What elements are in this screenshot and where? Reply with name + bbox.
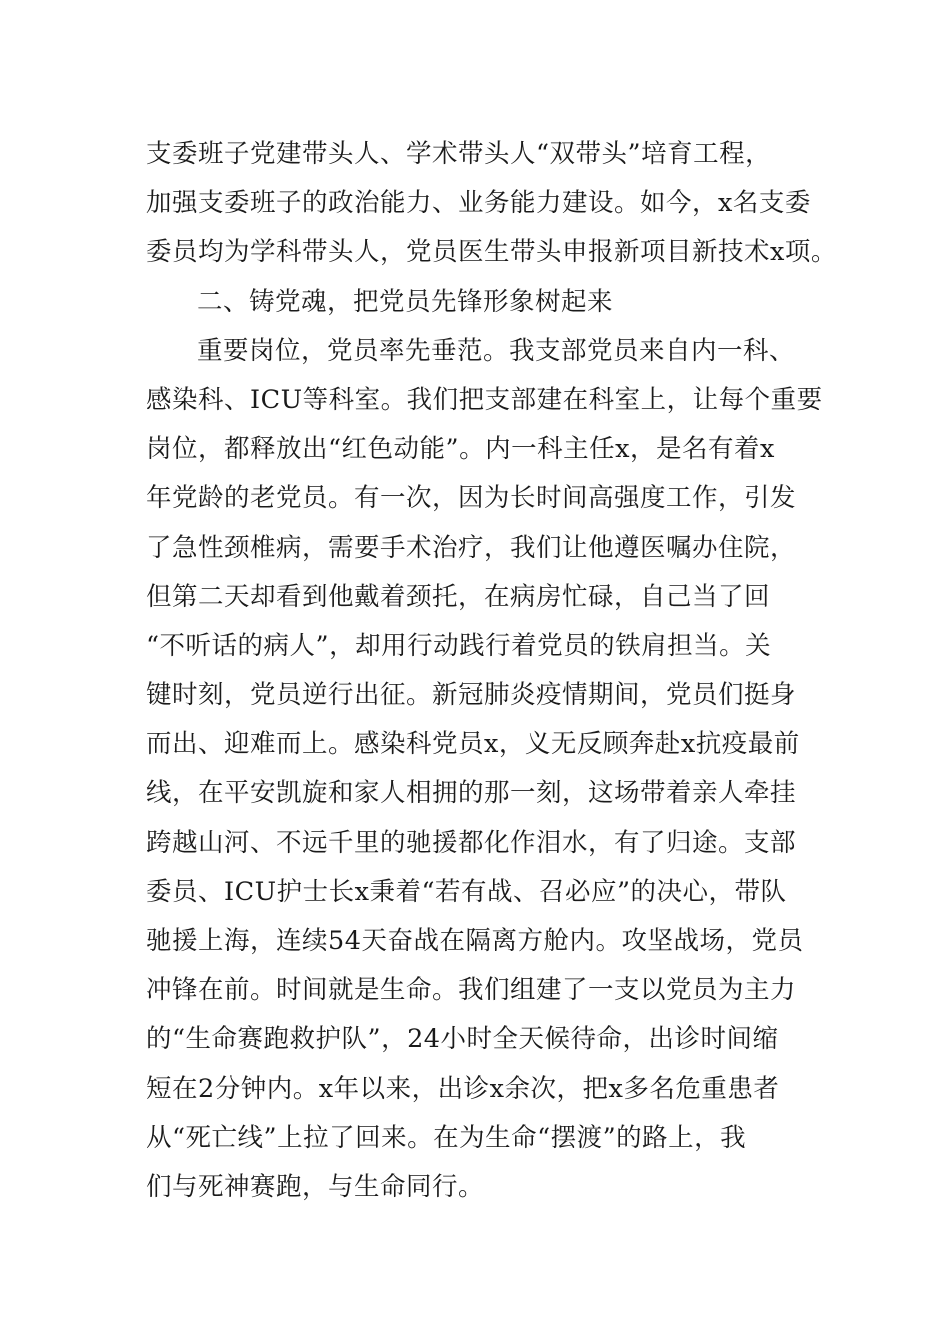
paragraph-line-21: 从“死亡线”上拉了回来。在为生命“摆渡”的路上，我 <box>146 1122 747 1153</box>
paragraph-line-12: 键时刻，党员逆行出征。新冠肺炎疫情期间，党员们挺身 <box>146 680 797 711</box>
paragraph-line-7: 岗位，都释放出“红色动能”。内一科主任x，是名有着x <box>146 434 775 465</box>
paragraph-line-1: 支委班子党建带头人、学术带头人“双带头”培育工程， <box>146 139 772 169</box>
paragraph-line-3: 委员均为学科带头人，党员医生带头申报新项目新技术x项。 <box>146 237 837 268</box>
paragraph-line-2: 加强支委班子的政治能力、业务能力建设。如今，x名支委 <box>146 188 811 219</box>
paragraph-line-17: 驰援上海，连续54天奋战在隔离方舱内。攻坚战场，党员 <box>146 926 804 956</box>
paragraph-line-9: 了急性颈椎病，需要手术治疗，我们让他遵医嘱办住院， <box>146 532 797 563</box>
paragraph-line-16: 委员、ICU护士长x秉着“若有战、召必应”的决心，带队 <box>146 876 787 907</box>
paragraph-line-5: 重要岗位，党员率先垂范。我支部党员来自内一科、 <box>197 335 796 366</box>
paragraph-line-15: 跨越山河、不远千里的驰援都化作泪水，有了归途。支部 <box>146 827 797 858</box>
paragraph-line-20: 短在2分钟内。x年以来，出诊x余次，把x多名危重患者 <box>146 1073 780 1104</box>
paragraph-line-22: 们与死神赛跑，与生命同行。 <box>146 1171 485 1202</box>
document-body <box>146 130 836 1212</box>
paragraph-line-18: 冲锋在前。时间就是生命。我们组建了一支以党员为主力 <box>146 975 797 1006</box>
paragraph-line-14: 线，在平安凯旋和家人相拥的那一刻，这场带着亲人牵挂 <box>146 778 797 809</box>
paragraph-line-13: 而出、迎难而上。感染科党员x，义无反顾奔赴x抗疫最前 <box>146 729 800 760</box>
paragraph-line-10: 但第二天却看到他戴着颈托，在病房忙碌，自己当了回 <box>146 581 771 612</box>
paragraph-line-19: 的“生命赛跑救护队”，24小时全天候待命，出诊时间缩 <box>146 1024 779 1055</box>
paragraph-line-11: “不听话的病人”，却用行动践行着党员的铁肩担当。关 <box>146 630 772 661</box>
paragraph-line-6: 感染科、ICU等科室。我们把支部建在科室上，让每个重要 <box>146 384 823 415</box>
paragraph-line-8: 年党龄的老党员。有一次，因为长时间高强度工作，引发 <box>146 483 797 514</box>
section-heading: 二、铸党魂，把党员先锋形象树起来 <box>197 286 614 317</box>
